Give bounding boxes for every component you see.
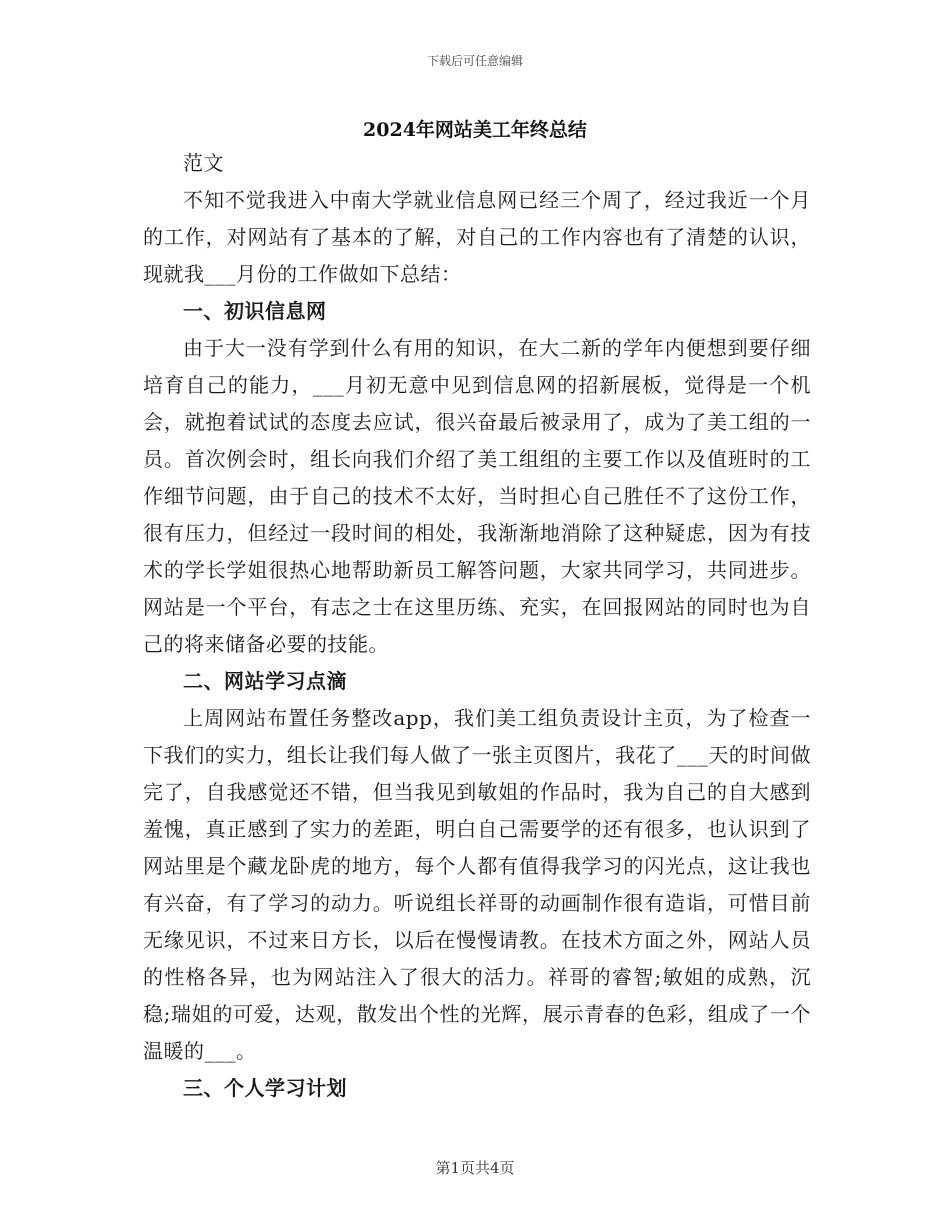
paragraph-section-2: 上周网站布置任务整改app，我们美工组负责设计主页，为了检查一下我们的实力，组长让我们每人做了一张主页图片，我花了___天的时间做完了，自我感觉还不错，但当我见到敏姐的作品时，我为自己的自大感到羞愧，真正感到了实力的差距，明白自己需要学的还有很多，也认识到了网站里是个藏龙卧虎的地方，每个人都有值得我学习的闪光点，这让我也有兴奋，有了学习的动力。听说组长祥哥的动画制作很有造诣，可惜目前无缘见识，不过来日方长，以后在慢慢请教。在技术方面之外，网站人员的性格各异，也为网站注入了很大的活力。祥哥的睿智;敏姐的成熟，沉稳;瑞姐的可爱，达观，散发出个性的光辉，展示青春的色彩，组成了一个温暖的___。	[143, 706, 811, 1063]
header-note: 下载后可任意编辑	[426, 54, 523, 68]
paragraph-section-1: 由于大一没有学到什么有用的知识，在大二新的学年内便想到要仔细培育自己的能力，___月初无意中见到信息网的招新展板，觉得是一个机会，就抱着试试的态度去应试，很兴奋最后被录用了，成为了美工组的一员。首次例会时，组长向我们介绍了美工组组的主要工作以及值班时的工作细节问题，由于自己的技术不太好，当时担心自己胜任不了这份工作，很有压力，但经过一段时间的相处，我渐渐地消除了这种疑虑，因为有技术的学长学姐很热心地帮助新员工解答问题，大家共同学习，共同进步。网站是一个平台，有志之士在这里历练、充实，在回报网站的同时也为自己的将来储备必要的技能。	[143, 336, 811, 656]
page-footer: 第1页共4页	[435, 1159, 515, 1177]
document-title: 2024年网站美工年终总结	[363, 119, 587, 141]
section-heading-1: 一、初识信息网	[183, 299, 327, 323]
section-heading-2: 二、网站学习点滴	[183, 669, 347, 693]
paragraph-intro: 不知不觉我进入中南大学就业信息网已经三个周了，经过我近一个月的工作，对网站有了基本的了解，对自己的工作内容也有了清楚的认识，现就我___月份的工作做如下总结：	[143, 188, 811, 286]
paragraph-label-fanwen: 范文	[183, 151, 224, 175]
section-heading-3: 三、个人学习计划	[183, 1076, 347, 1100]
document-body	[143, 145, 811, 1107]
